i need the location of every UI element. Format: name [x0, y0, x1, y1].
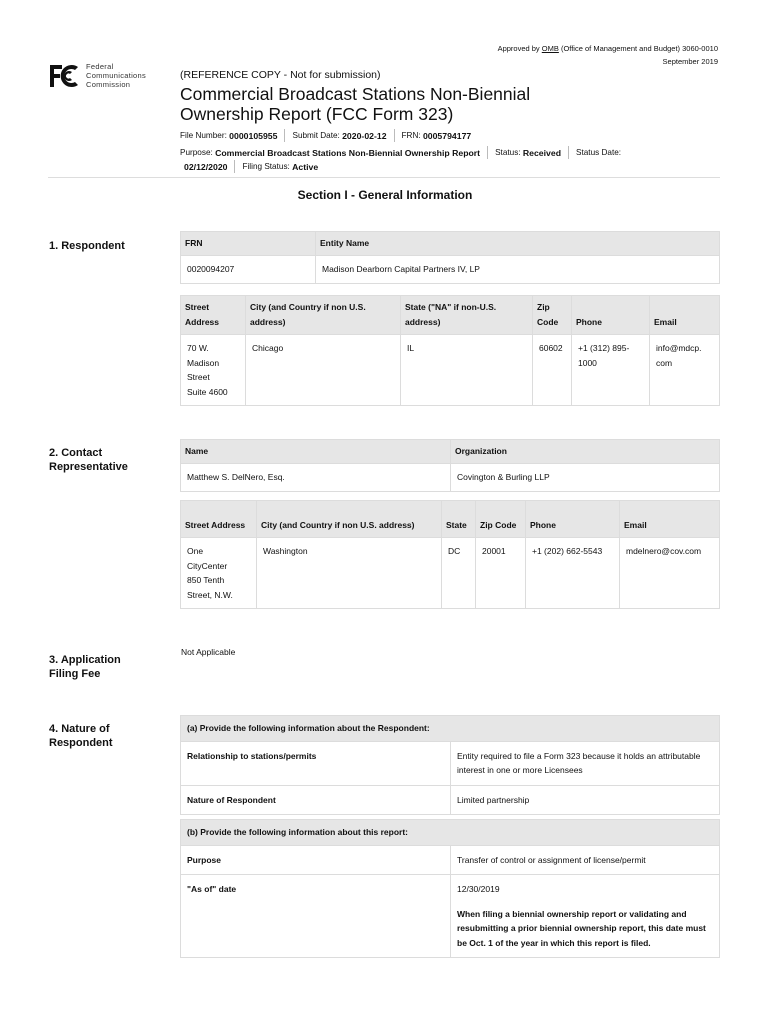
purpose-value: Transfer of control or assignment of license/permit — [451, 845, 720, 875]
col-frn: FRN — [181, 232, 316, 256]
contact-name: Matthew S. DelNero, Esq. — [181, 464, 451, 492]
col-city: City (and Country if non U.S. address) — [257, 501, 442, 538]
purpose-value: Commercial Broadcast Stations Non-Biennial Ownership Report — [215, 147, 481, 158]
nature-a-header: (a) Provide the following information about the Respondent: — [181, 716, 720, 742]
contact-state: DC — [442, 538, 476, 609]
nature-of-respondent-value: Limited partnership — [451, 785, 720, 815]
filing-status-value: Active — [292, 161, 319, 172]
asof-cell — [451, 875, 720, 958]
col-entity-name: Entity Name — [316, 232, 720, 256]
nature-label: 4. Nature of Respondent — [49, 723, 113, 749]
contact-phone: +1 (202) 662-5543 — [526, 538, 620, 609]
contact-table — [180, 439, 720, 492]
col-state: State — [442, 501, 476, 538]
respondent-frn: 0020094207 — [181, 256, 316, 284]
col-email: Email — [620, 501, 720, 538]
omb-abbr: OMB — [541, 44, 559, 53]
respondent-table — [180, 231, 720, 284]
status-value: Received — [522, 147, 562, 158]
contact-organization: Covington & Burling LLP — [451, 464, 720, 492]
respondent-state: IL — [401, 335, 533, 406]
respondent-city: Chicago — [246, 335, 401, 406]
col-zip: Zip Code — [533, 296, 572, 335]
header-divider — [48, 177, 720, 178]
frn-value: 0005794177 — [422, 130, 472, 141]
meta-row-3: 02/12/2020 Filing Status: Active — [184, 161, 319, 172]
nature-a-table — [180, 715, 720, 815]
asof-label: "As of" date — [181, 875, 451, 958]
contact-city: Washington — [257, 538, 442, 609]
col-name: Name — [181, 440, 451, 464]
relationship-label: Relationship to stations/permits — [181, 741, 451, 785]
respondent-email: info@mdcp. com — [650, 335, 720, 406]
col-state: State ("NA" if non-U.S. address) — [401, 296, 533, 335]
form-version-date: September 2019 — [662, 57, 718, 66]
col-street: Street Address — [181, 296, 246, 335]
respondent-label: 1. Respondent — [49, 240, 125, 252]
col-city: City (and Country if non U.S. address) — [246, 296, 401, 335]
respondent-entity-name: Madison Dearborn Capital Partners IV, LP — [316, 256, 720, 284]
nature-b-header: (b) Provide the following information about this report: — [181, 820, 720, 846]
asof-value: 12/30/2019 — [457, 884, 500, 894]
nature-of-respondent-label: Nature of Respondent — [181, 785, 451, 815]
col-phone: Phone — [526, 501, 620, 538]
col-zip: Zip Code — [476, 501, 526, 538]
respondent-phone: +1 (312) 895- 1000 — [572, 335, 650, 406]
contact-email: mdelnero@cov.com — [620, 538, 720, 609]
fcc-logo-icon — [48, 63, 80, 89]
fcc-logo-text: Federal Communications Commission — [86, 62, 147, 89]
asof-note: When filing a biennial ownership report or validating and resubmitting a prior biennial ownership report, this date must be Oct. 1 of the year in which this report is filed. — [457, 908, 706, 948]
status-date-value: 02/12/2020 — [184, 161, 228, 172]
col-organization: Organization — [451, 440, 720, 464]
reference-note: (REFERENCE COPY - Not for submission) — [180, 69, 381, 81]
file-number: 0000105955 — [229, 130, 278, 141]
respondent-zip: 60602 — [533, 335, 572, 406]
purpose-label: Purpose — [181, 845, 451, 875]
submit-date: 2020-02-12 — [342, 130, 387, 141]
respondent-street: 70 W. Madison Street Suite 4600 — [181, 335, 246, 406]
meta-row-1: File Number: 0000105955 Submit Date: 2020-02-12 FRN: 0005794177 — [180, 130, 472, 141]
omb-approval-line: Approved by OMB (Office of Management and Budget) 3060-0010 — [497, 44, 718, 53]
col-email: Email — [650, 296, 720, 335]
section-title: Section I - General Information — [297, 188, 473, 202]
contact-address-table — [180, 500, 720, 609]
respondent-address-table — [180, 295, 720, 406]
nature-b-table — [180, 819, 720, 958]
fee-value: Not Applicable — [181, 647, 236, 657]
omb-approval — [498, 42, 718, 68]
contact-zip: 20001 — [476, 538, 526, 609]
page-title: Commercial Broadcast Stations Non-Biennial Ownership Report (FCC Form 323) — [180, 84, 531, 124]
fee-label: 3. Application Filing Fee — [49, 654, 121, 680]
relationship-value: Entity required to file a Form 323 because it holds an attributable interest in one or more Licensees — [451, 741, 720, 785]
fcc-logo — [48, 62, 146, 89]
col-phone: Phone — [572, 296, 650, 335]
contact-label: 2. Contact Representative — [49, 447, 128, 473]
col-street: Street Address — [181, 501, 257, 538]
meta-row-2: Purpose: Commercial Broadcast Stations Non-Biennial Ownership Report Status: Received Status Date: — [180, 147, 622, 158]
contact-street: One CityCenter 850 Tenth Street, N.W. — [181, 538, 257, 609]
